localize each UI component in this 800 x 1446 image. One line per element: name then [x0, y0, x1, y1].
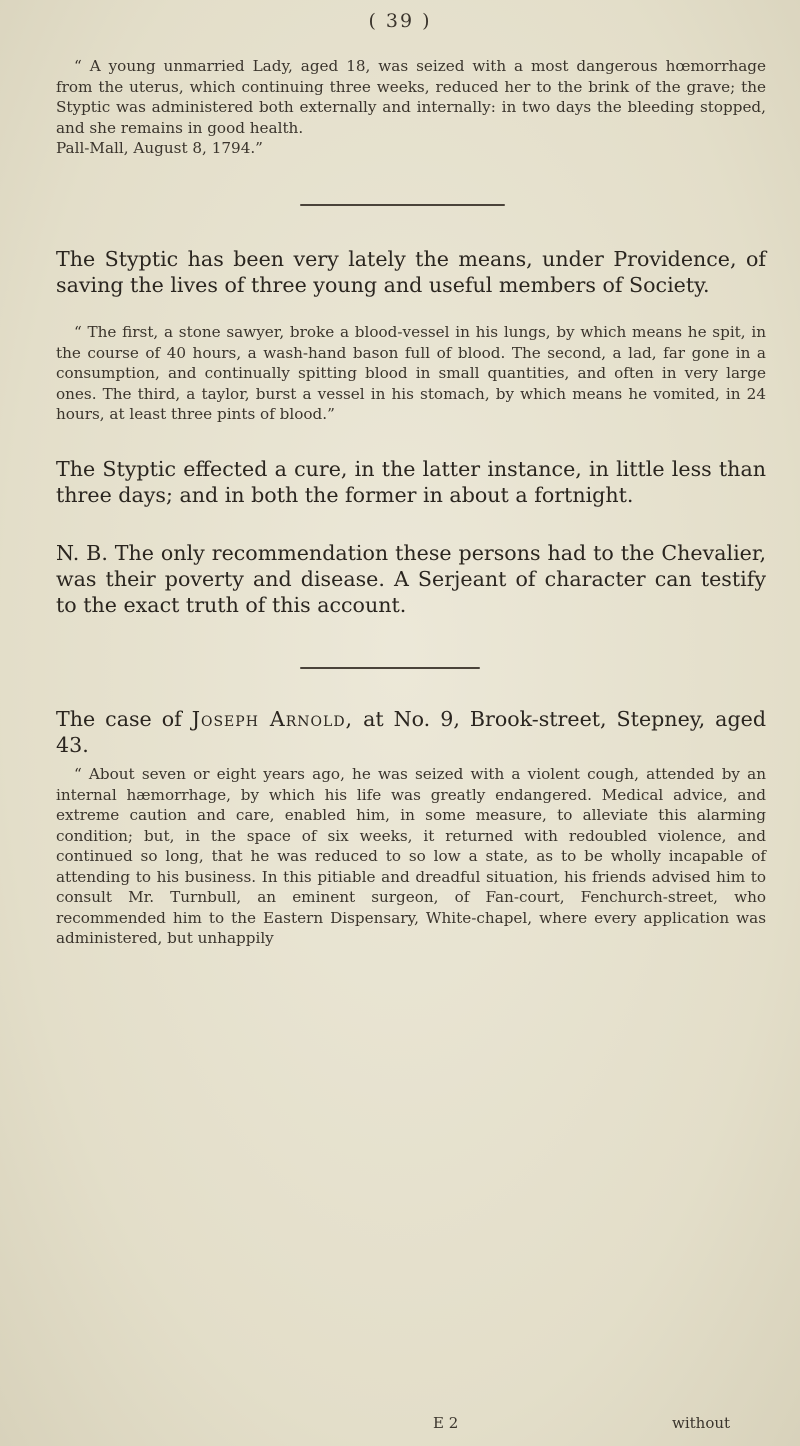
page-number: ( 39 ): [368, 10, 432, 32]
testimonial-lady: [56, 56, 766, 159]
testimonial-arnold: [56, 764, 766, 949]
nota-bene-paragraph: [56, 540, 766, 619]
patient-name: Joseph Arnold,: [191, 707, 354, 731]
testimonial-arnold-text: “ About seven or eight years ago, he was seized with a violent cough, attended by an internal hæmorrhage, by which his life was greatly endangered. Medical advice, and extreme caution and care, enabled him, in some measure, to alleviate this alarming condition; but, in the space of six weeks, it returned with redoubled violence, and continued so long, that he was reduced to so low a state, as to be wholly incapable of attending to his business. In this pitiable and dreadful situation, his friends advised him to consult Mr. Turnbull, an eminent surgeon, of Fan-court, Fenchurch-street, who recommended him to the Eastern Dispensary, White-chapel, where every application was administered, but unhappily: [56, 765, 766, 947]
case-prefix: The case of: [56, 707, 182, 731]
testimonial-lady-signoff: Pall-Mall, August 8, 1794.”: [56, 139, 263, 157]
cure-paragraph-text: The Styptic effected a cure, in the latter instance, in little less than three days; and in both the former in about a fortnight.: [56, 457, 766, 508]
testimonial-three: [56, 322, 766, 425]
signature-mark: E 2: [433, 1414, 459, 1432]
section-divider-2: [300, 667, 480, 669]
section-divider: [300, 204, 505, 206]
cure-paragraph: [56, 456, 766, 508]
styptic-paragraph: [56, 246, 766, 298]
testimonial-three-text: “ The first, a stone sawyer, broke a blood-vessel in his lungs, by which means he spit, in the course of 40 hours, a wash-hand bason full of blood. The second, a lad, far gone in a consumption, and continually spitting blood in small quantities, and often in very large ones. The third, a taylor, burst a vessel in his stomach, by which means he vomited, in 24 hours, at least three pints of blood.”: [56, 323, 766, 423]
catchword: without: [672, 1414, 731, 1432]
nota-bene-text: N. B. The only recommendation these persons had to the Chevalier, was their poverty and disease. A Serjeant of character can testify to the exact truth of this account.: [56, 541, 766, 618]
case-heading: [56, 706, 766, 758]
page-footer: [0, 1414, 800, 1440]
styptic-paragraph-text: The Styptic has been very lately the means, under Providence, of saving the lives of three young and useful members of Society.: [56, 247, 766, 298]
testimonial-lady-text: “ A young unmarried Lady, aged 18, was seized with a most dangerous hœmorrhage from the uterus, which continuing three weeks, reduced her to the brink of the grave; the Styptic was administered both externally and internally: in two days the bleeding stopped, and she remains in good health.: [56, 57, 766, 137]
case-suffix: at No. 9, Brook-street, Stepney, aged 43.: [56, 707, 767, 758]
